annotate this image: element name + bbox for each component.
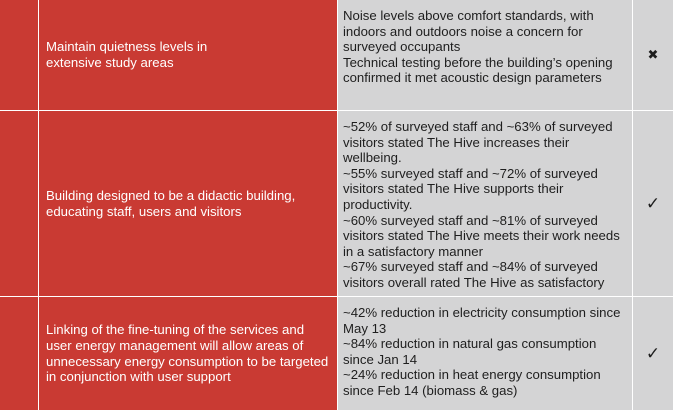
result-text: ~24% reduction in heat energy consumption since Feb 14 (biomass & gas) bbox=[343, 367, 601, 398]
result-text: ~67% surveyed staff and ~84% of surveyed visitors overall rated The Hive as satisfactory bbox=[343, 259, 605, 290]
result-text: Noise levels above comfort standards, with indoors and outdoors noise a concern for surveyed occupants bbox=[343, 8, 594, 55]
row-marker-cell bbox=[0, 297, 39, 411]
status-cell bbox=[633, 111, 674, 297]
row-marker-cell bbox=[0, 111, 39, 297]
check-icon: ✓ bbox=[645, 343, 661, 363]
result-cell bbox=[338, 297, 633, 411]
result-text: ~55% surveyed staff and ~72% of surveyed visitors stated The Hive supports their productivity. bbox=[343, 165, 598, 212]
result-cell bbox=[338, 111, 633, 297]
result-text: ~42% reduction in electricity consumption since May 13 bbox=[343, 305, 621, 336]
status-cell bbox=[633, 297, 674, 411]
aim-text: Maintain quietness levels in extensive study areas bbox=[46, 39, 208, 70]
result-text: ~84% reduction in natural gas consumption since Jan 14 bbox=[343, 336, 597, 367]
result-text: Technical testing before the building’s opening confirmed it met acoustic design parameters bbox=[343, 54, 613, 86]
status-cell bbox=[633, 0, 674, 111]
cross-icon: ✖ bbox=[647, 47, 659, 62]
aim-text: Linking of the fine-tuning of the services and user energy management will allow areas of unnecessary energy consumption to be targeted in conjunction with user support bbox=[46, 322, 329, 385]
result-text: ~52% of surveyed staff and ~63% of surveyed visitors stated The Hive increases their wellbeing. bbox=[343, 119, 613, 166]
aim-cell bbox=[39, 111, 338, 297]
check-icon: ✓ bbox=[645, 193, 661, 213]
result-cell bbox=[338, 0, 633, 111]
aim-cell bbox=[39, 297, 338, 411]
result-text: ~60% surveyed staff and ~81% of surveyed visitors stated The Hive meets their work needs in a satisfactory manner bbox=[343, 212, 620, 259]
aim-text: Building designed to be a didactic building, educating staff, users and visitors bbox=[46, 187, 296, 219]
row-marker-cell bbox=[0, 0, 39, 111]
aim-cell bbox=[39, 0, 338, 111]
